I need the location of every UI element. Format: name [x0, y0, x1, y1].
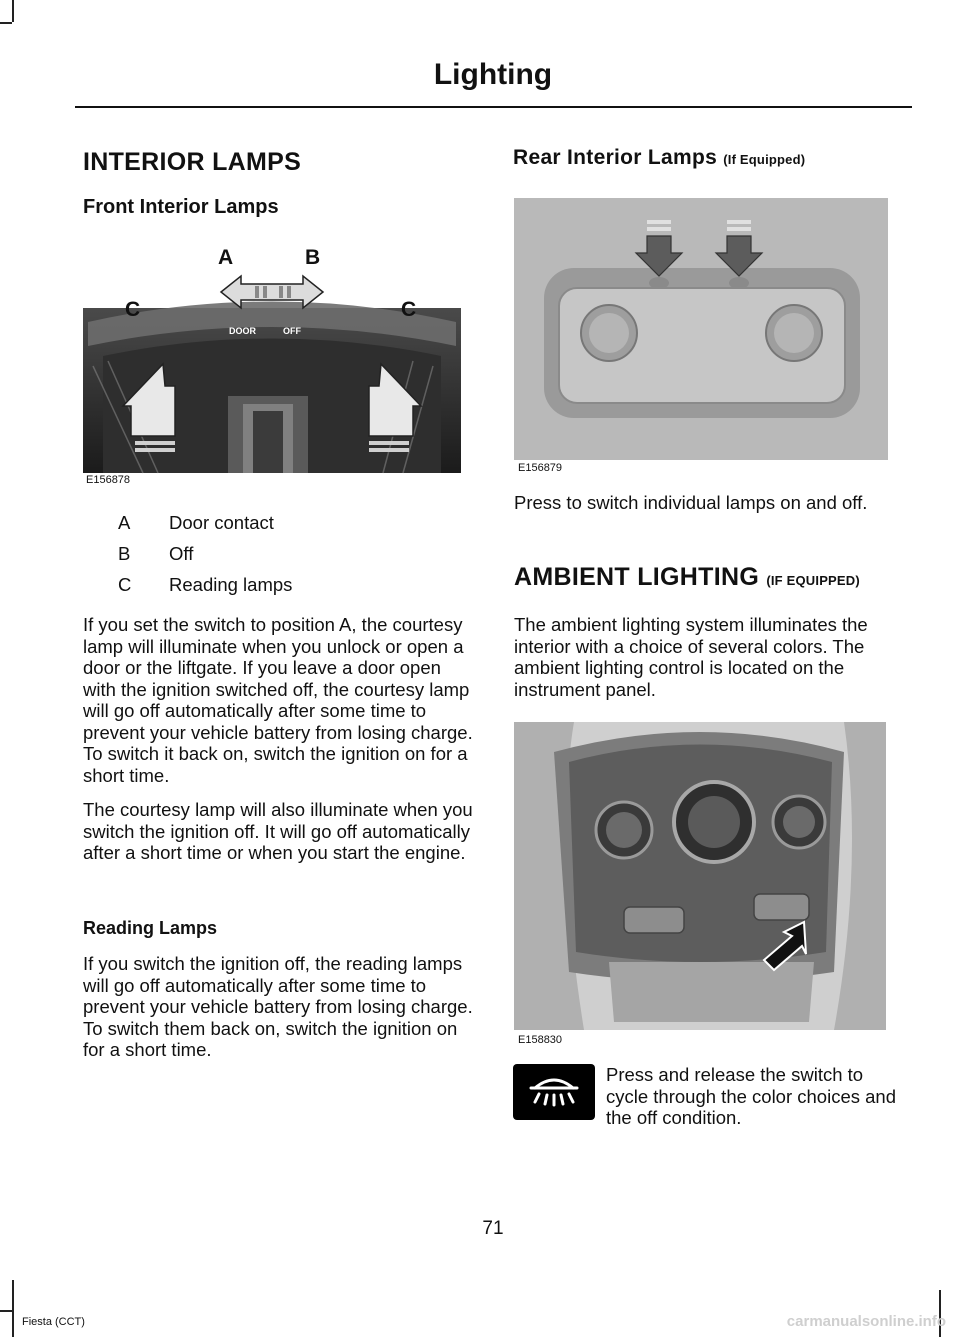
subsection-title-front: Front Interior Lamps	[83, 196, 279, 218]
section-title-ambient	[514, 563, 860, 592]
front-lamp-illustration	[83, 236, 463, 491]
ambient-control-illustration	[514, 722, 886, 1030]
legend-key: C	[118, 574, 132, 595]
paragraph-reading-lamps: If you switch the ignition off, the reading lamps will go off automatically after some time to prevent your vehicle battery from losing charge. To switch them back on, switch the ignition on for a short time.	[83, 953, 473, 1060]
figure-label-b: B	[305, 246, 321, 269]
paragraph-door-contact: If you set the switch to position A, the courtesy lamp will illuminate when you unlock or open a door or the liftgate. If you leave a door open with the ignition switched off, the courtesy lamp will go off automatically after some time to prevent your vehicle battery from losing charge. To switch it back on, switch the ignition on for a short time.	[83, 614, 473, 786]
figure-label-c-left: C	[125, 298, 141, 321]
ambient-suffix: (IF EQUIPPED)	[766, 573, 860, 588]
rear-lamps-suffix: (If Equipped)	[723, 152, 806, 167]
paragraph-rear-lamps: Press to switch individual lamps on and off.	[514, 492, 868, 513]
legend-key: A	[118, 512, 131, 533]
legend-row	[118, 512, 292, 543]
legend-row	[118, 543, 292, 574]
legend-value: Off	[169, 543, 194, 564]
paragraph-courtesy-lamp: The courtesy lamp will also illuminate when you switch the ignition off. It will go off automatically after a short time or when you start the engine.	[83, 799, 473, 863]
paragraph-ambient-switch: Press and release the switch to cycle through the color choices and the off condition.	[606, 1064, 897, 1128]
legend-row	[118, 574, 292, 605]
subsection-title-reading: Reading Lamps	[83, 918, 218, 938]
figure-code-ambient: E158830	[518, 1034, 563, 1046]
crop-mark	[0, 22, 12, 24]
left-body-text	[83, 614, 475, 877]
ambient-title: AMBIENT LIGHTING	[514, 563, 760, 591]
watermark: carmanualsonline.info	[786, 1313, 946, 1330]
ambient-lighting-icon	[513, 1064, 595, 1120]
ambient-light-symbol	[513, 1064, 595, 1120]
paragraph-ambient: The ambient lighting system illuminates the interior with a choice of several colors. The ambient lighting control is located on the instrument panel.	[514, 614, 868, 700]
footer-model: Fiesta (CCT)	[22, 1316, 85, 1328]
figure-code-rear: E156879	[518, 462, 563, 474]
legend-list	[118, 512, 292, 605]
section-title-rear-lamps	[513, 146, 805, 170]
ambient-lighting-figure	[514, 722, 886, 1030]
figure-code-front: E156878	[86, 474, 131, 486]
legend-value: Reading lamps	[169, 574, 293, 595]
switch-door-label: DOOR	[229, 326, 256, 336]
page-number: 71	[482, 1218, 504, 1239]
header-divider	[75, 106, 912, 108]
front-interior-lamps-figure	[83, 236, 463, 491]
page-title: Lighting	[433, 58, 553, 91]
legend-key: B	[118, 543, 131, 564]
figure-label-c-right: C	[401, 298, 417, 321]
figure-label-a: A	[218, 246, 234, 269]
legend-value: Door contact	[169, 512, 274, 533]
rear-interior-lamps-figure	[514, 198, 888, 460]
crop-mark	[12, 0, 14, 22]
crop-mark	[12, 1280, 14, 1337]
rear-lamps-title: Rear Interior Lamps	[513, 146, 718, 169]
crop-mark	[0, 1310, 12, 1312]
switch-off-label: OFF	[283, 326, 301, 336]
rear-lamp-illustration	[514, 198, 888, 460]
section-title-interior-lamps: INTERIOR LAMPS	[83, 148, 302, 176]
